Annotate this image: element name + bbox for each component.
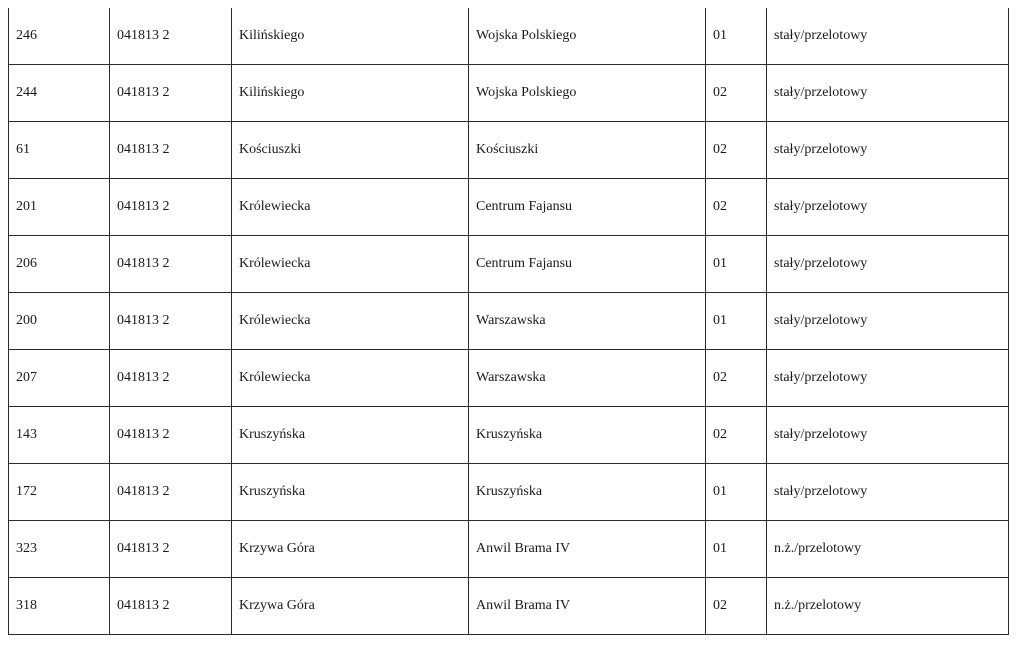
teryt-code-cell: 041813 2 bbox=[110, 293, 232, 350]
stop-name-cell: Kościuszki bbox=[469, 122, 706, 179]
stop-number-cell: 01 bbox=[706, 8, 767, 65]
stop-number-cell: 02 bbox=[706, 65, 767, 122]
teryt-code-cell: 041813 2 bbox=[110, 8, 232, 65]
stop-number-cell: 01 bbox=[706, 464, 767, 521]
stop-name-cell: Warszawska bbox=[469, 350, 706, 407]
street-cell: Królewiecka bbox=[232, 179, 469, 236]
teryt-code-cell: 041813 2 bbox=[110, 407, 232, 464]
stop-number-cell: 02 bbox=[706, 350, 767, 407]
stop-name-cell: Centrum Fajansu bbox=[469, 236, 706, 293]
stop-type-cell: stały/przelotowy bbox=[767, 236, 1009, 293]
stop-name-cell: Kruszyńska bbox=[469, 407, 706, 464]
stop-id-cell: 61 bbox=[9, 122, 110, 179]
street-cell: Kościuszki bbox=[232, 122, 469, 179]
teryt-code-cell: 041813 2 bbox=[110, 65, 232, 122]
teryt-code-cell: 041813 2 bbox=[110, 521, 232, 578]
stop-type-cell: n.ż./przelotowy bbox=[767, 578, 1009, 635]
stops-table bbox=[8, 8, 1009, 635]
teryt-code-cell: 041813 2 bbox=[110, 179, 232, 236]
street-cell: Królewiecka bbox=[232, 293, 469, 350]
stop-type-cell: stały/przelotowy bbox=[767, 8, 1009, 65]
teryt-code-cell: 041813 2 bbox=[110, 578, 232, 635]
street-cell: Kruszyńska bbox=[232, 407, 469, 464]
table-row bbox=[9, 521, 1009, 578]
stop-type-cell: stały/przelotowy bbox=[767, 350, 1009, 407]
stop-id-cell: 246 bbox=[9, 8, 110, 65]
stop-id-cell: 172 bbox=[9, 464, 110, 521]
stop-type-cell: stały/przelotowy bbox=[767, 293, 1009, 350]
table-row bbox=[9, 122, 1009, 179]
document-page bbox=[8, 8, 1008, 635]
stop-type-cell: stały/przelotowy bbox=[767, 179, 1009, 236]
stop-name-cell: Kruszyńska bbox=[469, 464, 706, 521]
table-row bbox=[9, 578, 1009, 635]
table-row bbox=[9, 236, 1009, 293]
stop-id-cell: 143 bbox=[9, 407, 110, 464]
stop-type-cell: stały/przelotowy bbox=[767, 464, 1009, 521]
stop-name-cell: Wojska Polskiego bbox=[469, 8, 706, 65]
table-row bbox=[9, 179, 1009, 236]
stop-number-cell: 02 bbox=[706, 407, 767, 464]
stop-number-cell: 01 bbox=[706, 293, 767, 350]
table-row bbox=[9, 293, 1009, 350]
stop-id-cell: 200 bbox=[9, 293, 110, 350]
stop-id-cell: 206 bbox=[9, 236, 110, 293]
stop-id-cell: 323 bbox=[9, 521, 110, 578]
table-row bbox=[9, 407, 1009, 464]
stop-number-cell: 02 bbox=[706, 179, 767, 236]
stop-number-cell: 01 bbox=[706, 236, 767, 293]
teryt-code-cell: 041813 2 bbox=[110, 122, 232, 179]
stop-name-cell: Anwil Brama IV bbox=[469, 578, 706, 635]
street-cell: Kilińskiego bbox=[232, 65, 469, 122]
stop-name-cell: Wojska Polskiego bbox=[469, 65, 706, 122]
stop-number-cell: 01 bbox=[706, 521, 767, 578]
table-row bbox=[9, 65, 1009, 122]
stop-number-cell: 02 bbox=[706, 578, 767, 635]
table-row bbox=[9, 8, 1009, 65]
street-cell: Królewiecka bbox=[232, 236, 469, 293]
street-cell: Kruszyńska bbox=[232, 464, 469, 521]
teryt-code-cell: 041813 2 bbox=[110, 350, 232, 407]
street-cell: Kilińskiego bbox=[232, 8, 469, 65]
street-cell: Krzywa Góra bbox=[232, 578, 469, 635]
street-cell: Krzywa Góra bbox=[232, 521, 469, 578]
stop-name-cell: Warszawska bbox=[469, 293, 706, 350]
stop-id-cell: 318 bbox=[9, 578, 110, 635]
table-row bbox=[9, 464, 1009, 521]
street-cell: Królewiecka bbox=[232, 350, 469, 407]
stops-table-body bbox=[9, 8, 1009, 635]
table-row bbox=[9, 350, 1009, 407]
stop-name-cell: Centrum Fajansu bbox=[469, 179, 706, 236]
stop-type-cell: stały/przelotowy bbox=[767, 65, 1009, 122]
stop-type-cell: stały/przelotowy bbox=[767, 407, 1009, 464]
stop-id-cell: 244 bbox=[9, 65, 110, 122]
stop-type-cell: n.ż./przelotowy bbox=[767, 521, 1009, 578]
stop-name-cell: Anwil Brama IV bbox=[469, 521, 706, 578]
teryt-code-cell: 041813 2 bbox=[110, 236, 232, 293]
stop-type-cell: stały/przelotowy bbox=[767, 122, 1009, 179]
stop-number-cell: 02 bbox=[706, 122, 767, 179]
stop-id-cell: 207 bbox=[9, 350, 110, 407]
stop-id-cell: 201 bbox=[9, 179, 110, 236]
teryt-code-cell: 041813 2 bbox=[110, 464, 232, 521]
